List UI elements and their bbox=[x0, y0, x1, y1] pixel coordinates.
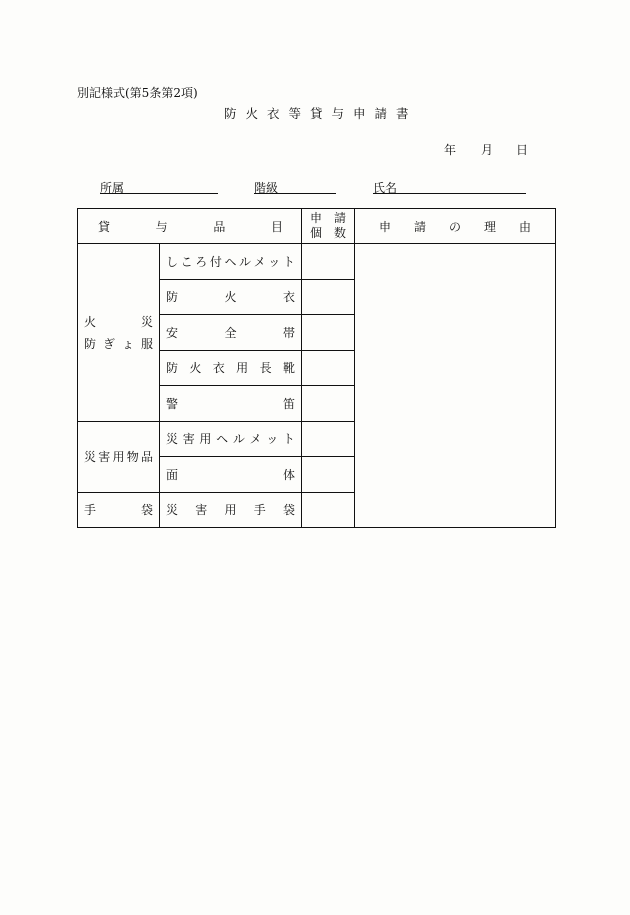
item-cell bbox=[160, 315, 302, 351]
category-cell bbox=[78, 421, 160, 492]
item-cell bbox=[160, 492, 302, 528]
qty-header-bottom: 個 数 bbox=[310, 226, 346, 240]
item-label: 防 火 衣 用 長 靴 bbox=[166, 361, 295, 376]
item-cell bbox=[160, 386, 302, 422]
form-reference: 別記様式(第5条第2項) bbox=[77, 86, 198, 100]
quantity-input[interactable] bbox=[302, 279, 355, 315]
reason-column bbox=[355, 209, 556, 528]
quantity-input[interactable] bbox=[302, 315, 355, 351]
item-cell bbox=[160, 421, 302, 457]
category-label: 防 ぎ ょ 服 bbox=[84, 336, 153, 351]
category-label: 災 害 用 物 品 bbox=[84, 450, 153, 464]
quantity-input[interactable] bbox=[302, 244, 355, 280]
item-cell bbox=[160, 350, 302, 386]
item-label: 防 火 衣 bbox=[166, 290, 295, 305]
qty-header-top: 申 請 bbox=[310, 211, 346, 225]
quantity-input[interactable] bbox=[302, 350, 355, 386]
item-label: 面 体 bbox=[166, 467, 295, 482]
qty-header bbox=[302, 209, 355, 244]
category-label: 火 災 bbox=[84, 314, 153, 329]
item-cell bbox=[160, 279, 302, 315]
item-label: 災 害 用 手 袋 bbox=[166, 503, 295, 518]
quantity-input[interactable] bbox=[302, 457, 355, 493]
item-label: し こ ろ 付 ヘ ル メ ッ ト bbox=[166, 254, 295, 269]
rank-line[interactable] bbox=[254, 193, 336, 194]
item-header-text: 貸 与 品 目 bbox=[98, 219, 283, 234]
item-header bbox=[78, 209, 302, 244]
reason-header: 申 請 の 理 由 bbox=[355, 209, 555, 244]
category-cell bbox=[78, 492, 160, 528]
item-label: 警 笛 bbox=[166, 396, 295, 411]
quantity-input[interactable] bbox=[302, 386, 355, 422]
document-title: 防火衣等貸与申請書 bbox=[224, 106, 418, 121]
loan-items-table bbox=[77, 208, 556, 528]
date-day-label: 日 bbox=[516, 143, 529, 157]
item-label: 災 害 用 ヘ ル メ ッ ト bbox=[166, 432, 295, 447]
affiliation-line[interactable] bbox=[100, 193, 218, 194]
quantity-input[interactable] bbox=[302, 492, 355, 528]
name-line[interactable] bbox=[373, 193, 526, 194]
item-cell bbox=[160, 457, 302, 493]
item-cell bbox=[160, 244, 302, 280]
date-month-label: 月 bbox=[481, 143, 494, 157]
item-label: 安 全 帯 bbox=[166, 325, 295, 340]
name-label: 氏名 bbox=[373, 181, 398, 195]
rank-label: 階級 bbox=[254, 181, 279, 195]
quantity-input[interactable] bbox=[302, 421, 355, 457]
category-label: 手 袋 bbox=[84, 503, 153, 518]
date-year-label: 年 bbox=[444, 143, 457, 157]
table-header-row bbox=[78, 209, 556, 244]
category-cell bbox=[78, 244, 160, 422]
reason-input-area[interactable] bbox=[355, 244, 555, 527]
affiliation-label: 所属 bbox=[100, 181, 125, 195]
